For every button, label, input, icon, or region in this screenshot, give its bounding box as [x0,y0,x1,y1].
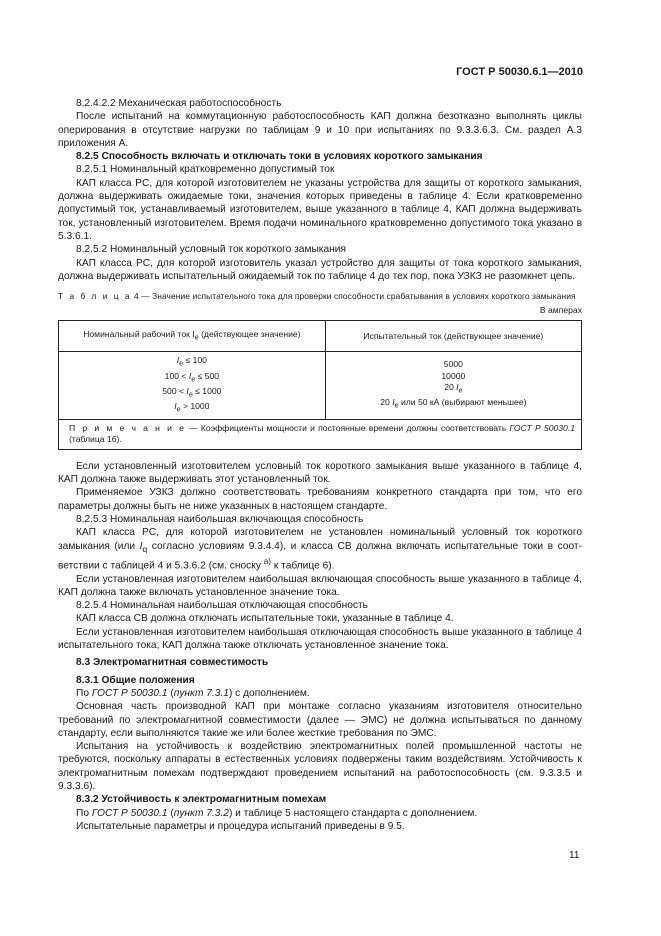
rated-current-cell [59,352,326,420]
test-current-value: 20 $I_e$ или 50 кА (выбирают меньшее) [380,397,527,410]
test-current-cell [325,352,581,420]
page-number: 11 [569,850,580,861]
test-current-value: 20 $I_e$ [444,381,463,395]
note-tail: (таблица 16). [69,434,122,445]
note-prefix: П р и м е ч а н и е [69,422,186,433]
paragraph: Если установленная изготовителем наибольшая отключающая способность выше указанного в таблице 4 испытательного тока, КАП должна также отключать установленное значение тока. [58,626,582,652]
paragraph: Если установленный изготовителем условный ток короткого замыкания выше указанного в таблице 4, КАП должна также выдерживать этот установленный ток. [58,460,582,486]
paragraph: Испытательные параметры и процедура испытаний приведены в 9.5. [76,820,405,832]
paragraph: Основная часть производной КАП при монтаже согласно указаниям изготовителя относительно требований по электромагнитной совместимости (далее — ЭМС) не должна испытываться по данному стандарту, если выполняются такие же или более жесткие требования по ЭМС. [58,701,582,739]
table-caption-prefix: Т а б л и ц а [58,291,132,302]
test-current-table [58,320,582,449]
note-reference: ГОСТ Р 50030.1 [509,422,575,433]
paragraph: По ГОСТ Р 50030.1 (пункт 7.3.2) и таблице 5 настоящего стандарта с дополнением. [76,807,478,819]
rated-current-range: $I_e > 1000$ [174,400,210,414]
table-caption [58,291,582,302]
page-body [58,97,582,833]
paragraph: КАП класса PC, для которой изготовитель указал устройство для защиты от тока короткого замыкания, должна выдерживать испытательный ожидаемый ток по таблице 4 до тех пор, пока УЗКЗ не разомкнет цепь. [58,257,582,282]
section-heading: 8.3 Электромагнитная совместимость [76,657,269,669]
paragraph: КАП класса PC, для которой изготовителем не установлен номинальный условный ток короткого замыкания (или $I_q$ согласно условиям 9.3.4.4), и класса СВ должна включать испытательные токи в соответствии с таблицей 4 и 5.3.6.2 (см. сноску $^{а)}$ к таблице 6). [58,527,582,572]
paragraph: По ГОСТ Р 50030.1 (пункт 7.3.1) с дополнением. [76,687,310,699]
header-subscript: e [194,333,199,342]
clause-heading: 8.2.5.2 Номинальный условный ток короткого замыкания [76,244,346,256]
paragraph: Испытания на устойчивость к воздействию электромагнитных полей промышленной частоты не требуются, поскольку аппараты в естественных условиях подвержены таким воздействиям. Устойчивость к электромагнитным помехам подтверждают проведением испытаний на работоспособность (см. 9.3.3.5 и 9.3.3.6). [58,741,582,793]
paragraph: КАП класса PC, для которой изготовителем не указаны устройства для защиты от короткого замыкания, должна выдерживать ожидаемые токи, значения которых приведены в таблице 4. Если кратковременно допустимый ток, устанавливаемый изготовителем, выше указанного в таблице 4, КАП должна выдерживать ток, установленный изготовителем. Время подачи номинального кратковременно допустимого тока указано в 5.3.6.1. [58,177,582,242]
clause-heading: 8.2.5.4 Номинальная наибольшая отключающая способность [76,600,368,612]
rated-current-range: $100 < I_e \le 500$ [164,370,220,384]
clause-heading: 8.3.1 Общие положения [76,674,195,686]
table-caption-text: 4 — Значение испытательного тока для проверки способности срабатывания в условиях короткого замыкания [131,291,576,302]
clause-heading: 8.2.5.3 Номинальная наибольшая включающая способность [76,513,364,525]
column-header-rated-current [59,321,326,352]
header-text: (действующее значение) [198,328,301,339]
paragraph: КАП класса СВ должна отключать испытательные токи, указанные в таблице 4. [76,613,454,625]
header-text: Номинальный рабочий ток I [83,328,195,339]
paragraph: Если установленная изготовителем наибольшая включающая способность выше указанного в таблице 4, КАП должна также включать установленное значение тока. [58,573,582,598]
clause-heading: 8.2.5 Способность включать и отключать токи в условиях короткого замыкания [76,151,483,163]
paragraph: После испытаний на коммутационную работоспособность КАП должна безотказно выполнять циклы оперирования в отсутствие нагрузки по таблицам 9 и 10 при испытаниях по 9.3.3.6.3. См. раздел А.3 приложения А. [58,111,582,149]
clause-heading: 8.2.4.2.2 Механическая работоспособность [76,98,282,109]
column-header-test-current: Испытательный ток (действующее значение) [325,321,581,352]
test-current-value: 5000 [443,359,463,370]
document-id: ГОСТ Р 50030.6.1—2010 [456,66,583,78]
paragraph: Применяемое УЗКЗ должно соответствовать требованиям конкретного стандарта при том, что его параметры должны быть не ниже указанных в настоящем стандарте. [58,487,582,512]
table-unit: В амперах [539,305,582,316]
table-note [59,419,582,449]
clause-heading: 8.3.2 Устойчивость к электромагнитным помехам [76,794,327,806]
note-text: — Коэффициенты мощности и постоянные времени должны соответствовать [185,422,510,433]
clause-heading: 8.2.5.1 Номинальный кратковременно допустимый ток [76,164,335,176]
rated-current-range: $500 < I_e \le 1000$ [162,385,222,399]
test-current-value: 10000 [441,370,466,381]
rated-current-range: $I_e \le 100$ [176,355,207,369]
